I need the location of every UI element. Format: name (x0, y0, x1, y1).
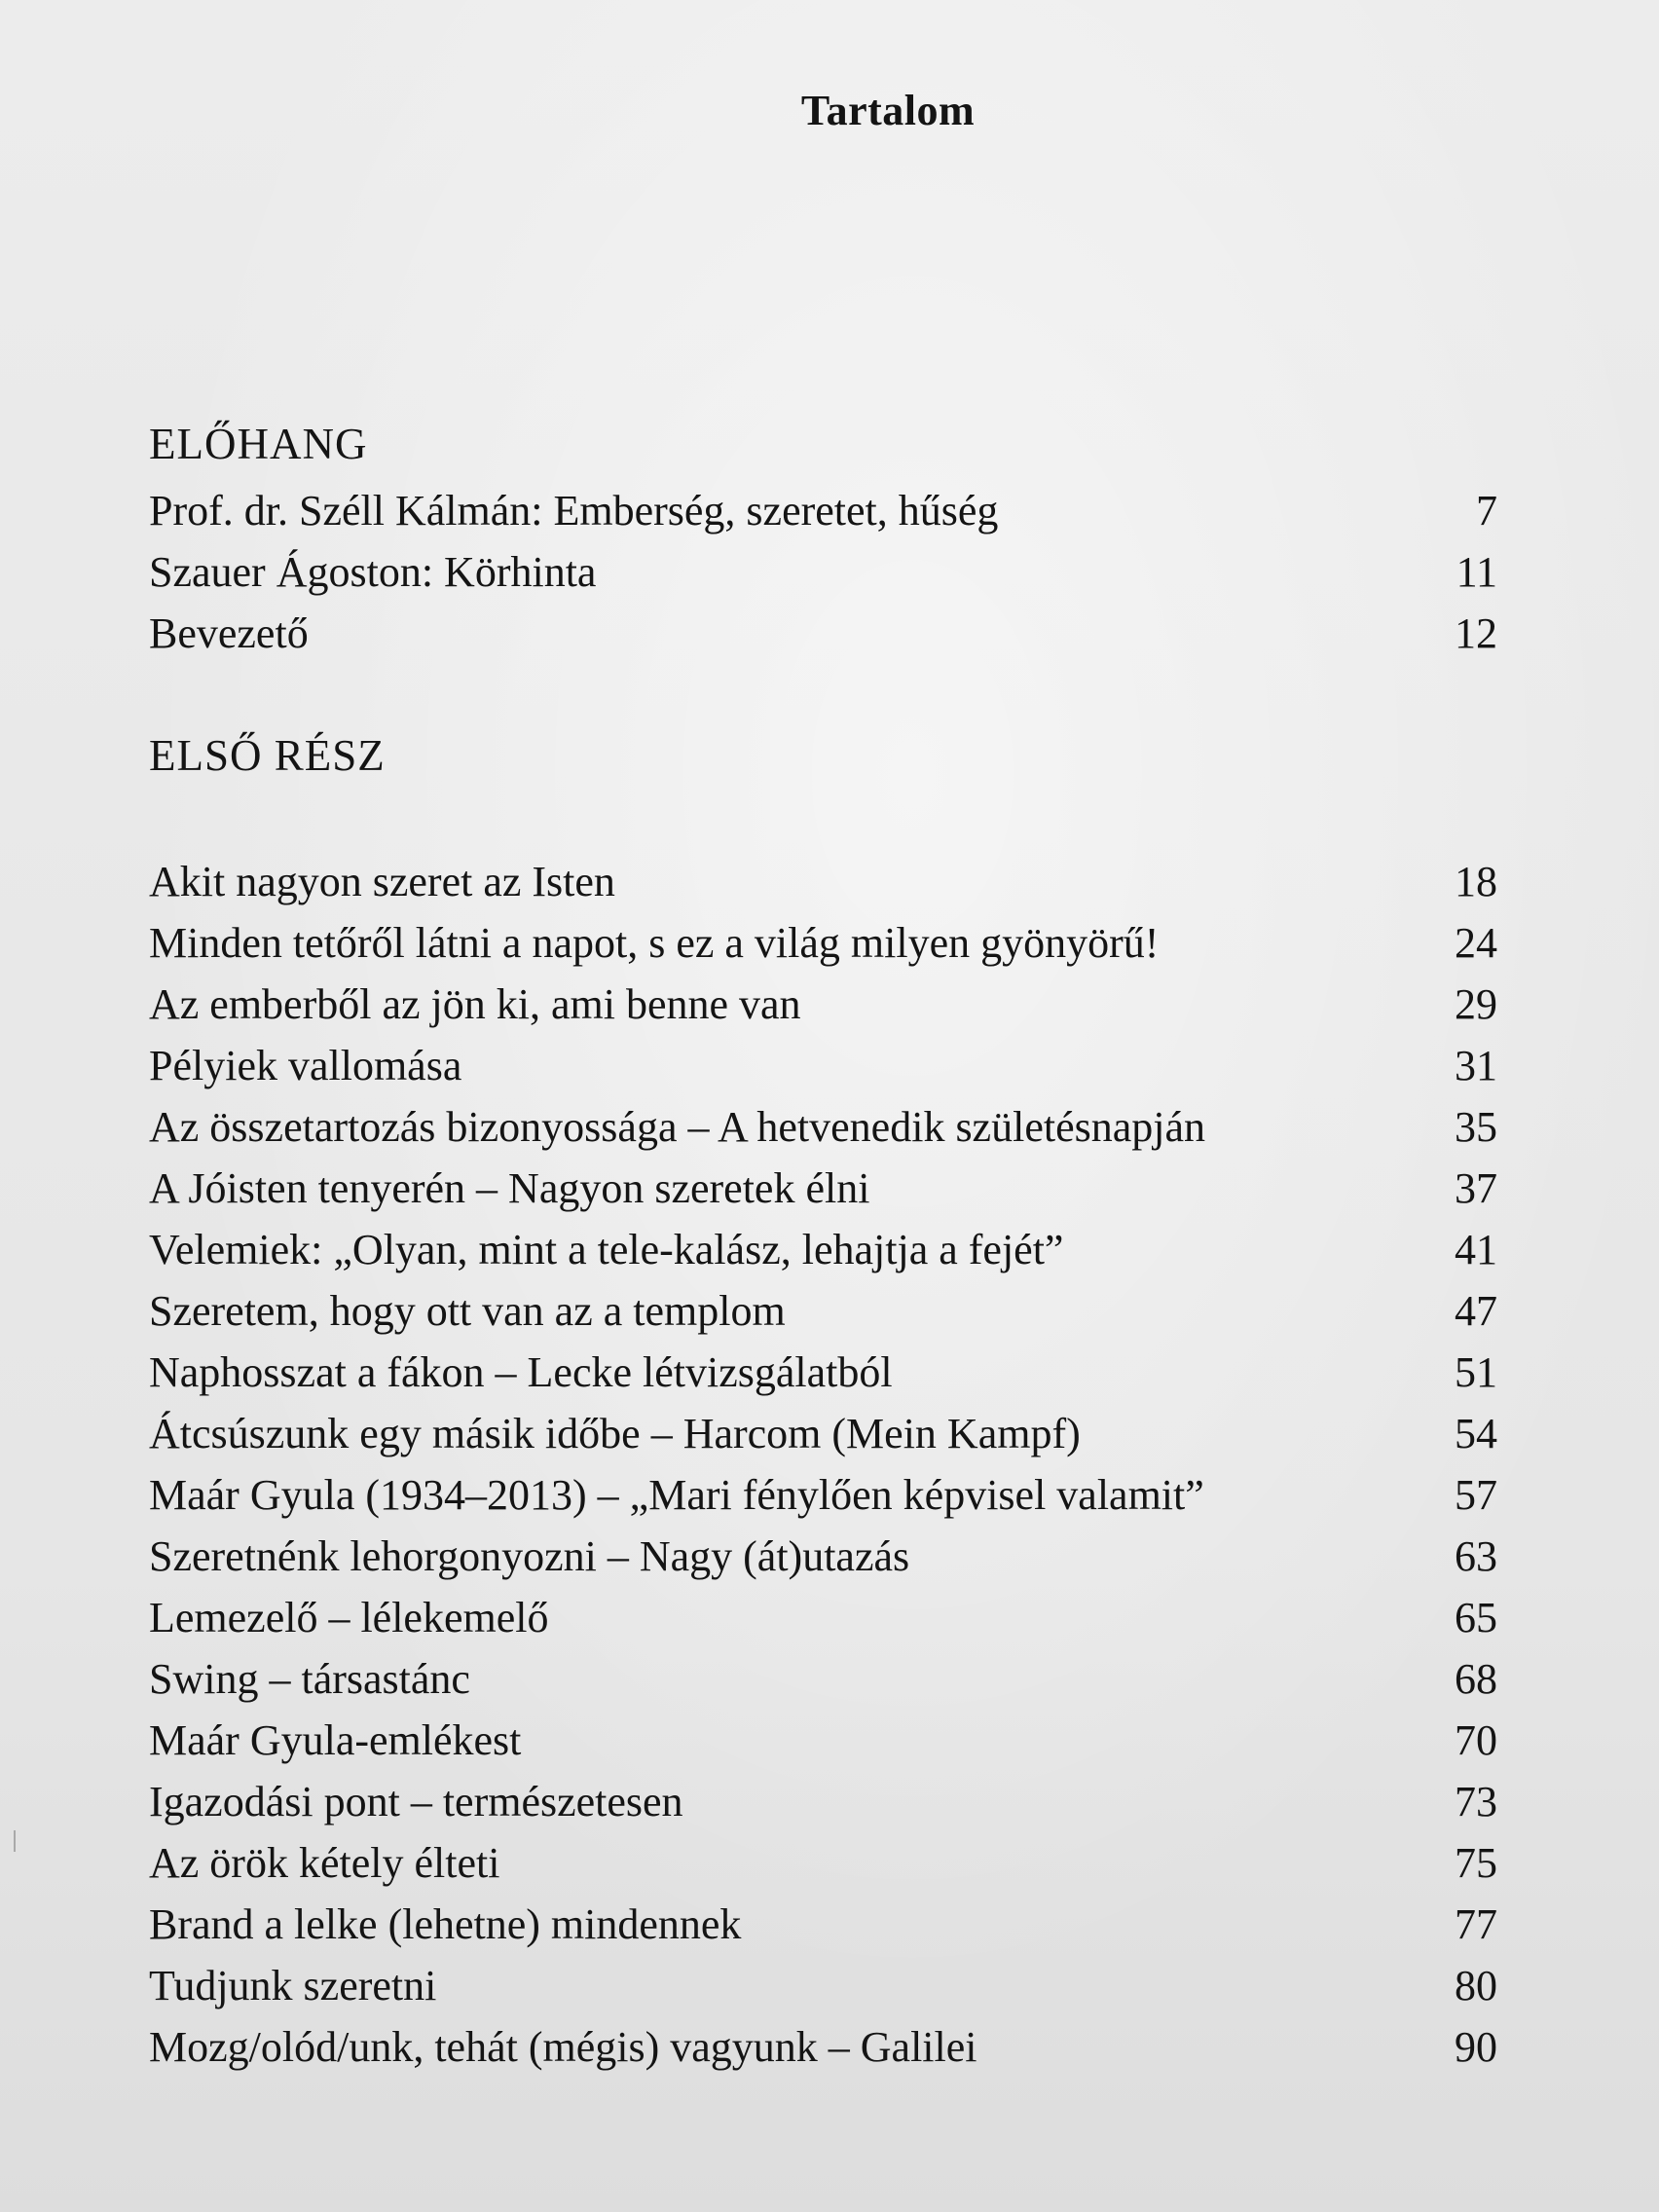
toc-entry-title: Szeretnénk lehorgonyozni – Nagy (át)utazás (149, 1532, 910, 1580)
toc-entry-title: Bevezető (149, 609, 309, 657)
toc-entry (149, 1832, 1497, 1894)
toc-entry-title: Lemezelő – lélekemelő (149, 1594, 549, 1641)
toc-entry (149, 1280, 1497, 1342)
page-title: Tartalom (800, 87, 976, 134)
toc-entry-page: 12 (1455, 609, 1497, 657)
toc-entry-page: 70 (1455, 1716, 1497, 1764)
toc-entry-title: Akit nagyon szeret az Isten (149, 858, 615, 905)
toc-entry-page: 77 (1455, 1900, 1497, 1948)
toc-entry-title: Átcsúszunk egy másik időbe – Harcom (Mein Kampf) (149, 1410, 1081, 1457)
section-heading-elso-resz: ELSŐ RÉSZ (149, 731, 386, 780)
toc-entry (149, 1035, 1497, 1096)
toc-entry-title: Igazodási pont – természetesen (149, 1778, 683, 1825)
toc-entry-page: 54 (1455, 1410, 1497, 1457)
toc-entry-title: Maár Gyula (1934–2013) – „Mari fénylően képvisel valamit” (149, 1471, 1204, 1519)
toc-entry-page: 37 (1455, 1164, 1497, 1212)
toc-entry (149, 1219, 1497, 1280)
toc-entry (149, 1894, 1497, 1955)
toc-entry-page: 73 (1455, 1778, 1497, 1825)
toc-entry (149, 1158, 1497, 1219)
toc-entry-page: 29 (1455, 980, 1497, 1028)
section-entries-elohang (149, 480, 1497, 664)
toc-entry (149, 1342, 1497, 1403)
toc-entry-page: 90 (1455, 2023, 1497, 2071)
toc-entry (149, 1955, 1497, 2016)
toc-entry-page: 68 (1455, 1655, 1497, 1703)
toc-entry-title: Minden tetőről látni a napot, s ez a világ milyen gyönyörű! (149, 919, 1160, 967)
toc-entry-page: 7 (1476, 487, 1497, 535)
toc-entry-page: 18 (1455, 858, 1497, 905)
toc-entry (149, 603, 1497, 664)
toc-entry-title: Mozg/olód/unk, tehát (mégis) vagyunk – Galilei (149, 2023, 977, 2071)
toc-entry-title: Prof. dr. Széll Kálmán: Emberség, szeretet, hűség (149, 487, 999, 535)
toc-entry (149, 1096, 1497, 1158)
toc-entry (149, 1648, 1497, 1710)
toc-entry (149, 2016, 1497, 2078)
toc-entry-title: Velemiek: „Olyan, mint a tele-kalász, lehajtja a fejét” (149, 1226, 1064, 1273)
section-entries-elso-resz (149, 851, 1497, 2078)
toc-entry-page: 47 (1455, 1287, 1497, 1335)
toc-entry-page: 75 (1455, 1839, 1497, 1887)
toc-entry-title: Az emberből az jön ki, ami benne van (149, 980, 801, 1028)
toc-entry (149, 1464, 1497, 1526)
toc-entry-page: 63 (1455, 1532, 1497, 1580)
toc-entry-title: Swing – társastánc (149, 1655, 470, 1703)
toc-entry (149, 1403, 1497, 1464)
toc-entry-title: Pélyiek vallomása (149, 1042, 462, 1089)
toc-entry (149, 480, 1497, 541)
toc-entry (149, 1710, 1497, 1771)
toc-entry-title: Szeretem, hogy ott van az a templom (149, 1287, 786, 1335)
toc-entry-title: Az összetartozás bizonyossága – A hetvenedik születésnapján (149, 1103, 1206, 1151)
toc-entry-page: 51 (1455, 1348, 1497, 1396)
toc-entry (149, 1771, 1497, 1832)
toc-entry-title: Brand a lelke (lehetne) mindennek (149, 1900, 742, 1948)
toc-entry-title: Naphosszat a fákon – Lecke létvizsgálatból (149, 1348, 893, 1396)
toc-entry-title: Az örök kétely élteti (149, 1839, 500, 1887)
toc-entry-page: 31 (1455, 1042, 1497, 1089)
toc-entry (149, 851, 1497, 912)
toc-entry-title: A Jóisten tenyerén – Nagyon szeretek élni (149, 1164, 870, 1212)
toc-entry (149, 541, 1497, 603)
toc-entry-title: Tudjunk szeretni (149, 1962, 437, 2009)
toc-entry (149, 1587, 1497, 1648)
toc-entry-title: Maár Gyula-emlékest (149, 1716, 522, 1764)
section-heading-elohang: ELŐHANG (149, 420, 368, 468)
toc-entry-page: 41 (1455, 1226, 1497, 1273)
toc-entry (149, 1526, 1497, 1587)
toc-entry-page: 57 (1455, 1471, 1497, 1519)
toc-entry-page: 35 (1455, 1103, 1497, 1151)
toc-entry (149, 974, 1497, 1035)
toc-entry-page: 11 (1456, 548, 1497, 596)
toc-entry (149, 912, 1497, 974)
paper-mark (14, 1830, 16, 1852)
toc-entry-page: 65 (1455, 1594, 1497, 1641)
toc-entry-title: Szauer Ágoston: Körhinta (149, 548, 597, 596)
toc-entry-page: 80 (1455, 1962, 1497, 2009)
toc-entry-page: 24 (1455, 919, 1497, 967)
